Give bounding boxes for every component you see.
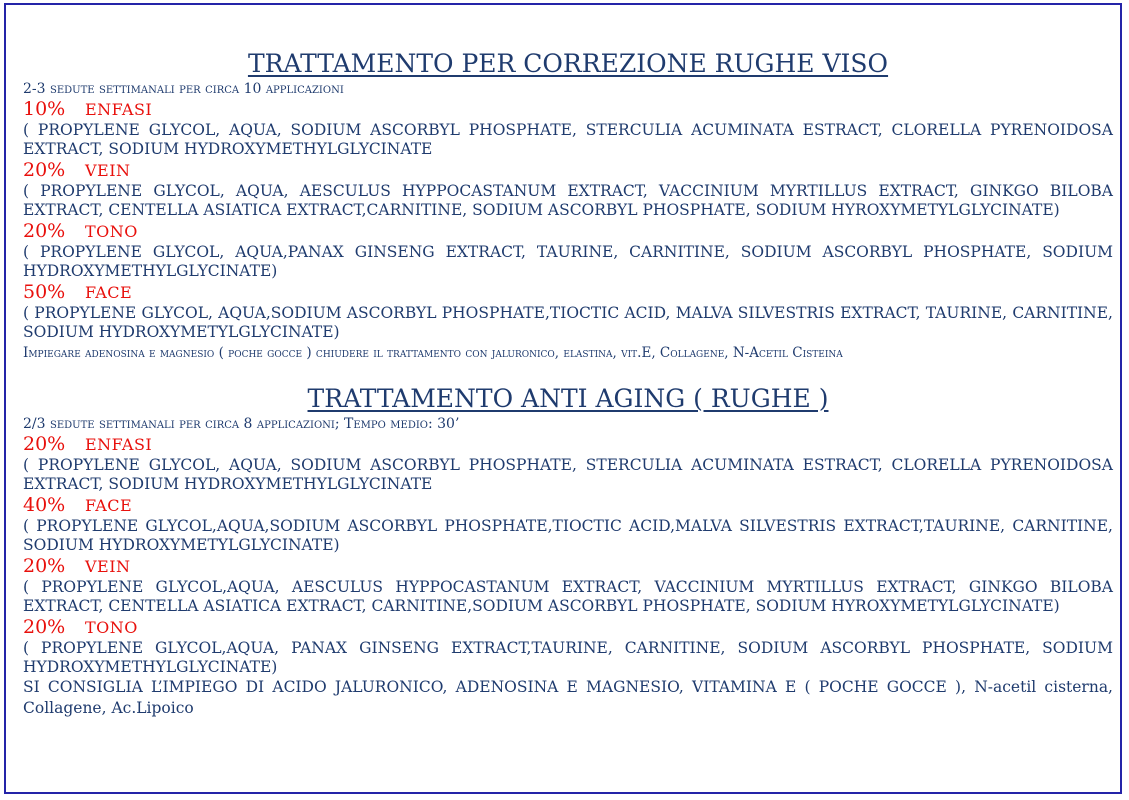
item-name: VEIN — [85, 161, 131, 180]
list-item — [23, 281, 1113, 342]
item-name: FACE — [85, 496, 133, 515]
item-percent: 10% — [23, 98, 66, 120]
item-percent: 20% — [23, 220, 66, 242]
section-title: TRATTAMENTO PER CORREZIONE RUGHE VISO — [247, 49, 889, 78]
item-name: ENFASI — [85, 435, 153, 454]
item-ingredients: ( PROPYLENE GLYCOL, AQUA, AESCULUS HYPPOCASTANUM EXTRACT, VACCINIUM MYRTILLUS EXTRACT, GINKGO BILOBA EXTRACT, CENTELLA ASIATICA EXTRACT,CARNITINE, SODIUM ASCORBYL PHOSPHATE, SODIUM HYROXYMETYLGLYCINATE) — [23, 182, 1113, 219]
list-item — [23, 494, 1113, 555]
section-note: SI CONSIGLIA L’IMPIEGO DI ACIDO JALURONICO, ADENOSINA E MAGNESIO, VITAMINA E ( POCHE GOCCE ), N-acetil cisterna, Collagene, Ac.Lipoico — [23, 678, 1113, 717]
item-ingredients: ( PROPYLENE GLYCOL,AQUA, AESCULUS HYPPOCASTANUM EXTRACT, VACCINIUM MYRTILLUS EXTRACT, GINKGO BILOBA EXTRACT, CENTELLA ASIATICA EXTRACT, CARNITINE,SODIUM ASCORBYL PHOSPHATE, SODIUM HYROXYMETYLGLYCINATE) — [23, 578, 1113, 615]
item-ingredients: ( PROPYLENE GLYCOL, AQUA, SODIUM ASCORBYL PHOSPHATE, STERCULIA ACUMINATA ESTRACT, CLORELLA PYRENOIDOSA EXTRACT, SODIUM HYDROXYMETHYLGLYCINATE — [23, 121, 1113, 158]
item-name: ENFASI — [85, 100, 153, 119]
document-page — [4, 3, 1122, 794]
item-ingredients: ( PROPYLENE GLYCOL, AQUA, SODIUM ASCORBYL PHOSPHATE, STERCULIA ACUMINATA ESTRACT, CLORELLA PYRENOIDOSA EXTRACT, SODIUM HYDROXYMETHYLGLYCINATE — [23, 456, 1113, 493]
list-item — [23, 616, 1113, 677]
item-percent: 50% — [23, 281, 66, 303]
item-name: VEIN — [85, 557, 131, 576]
item-percent: 20% — [23, 616, 66, 638]
list-item — [23, 433, 1113, 494]
item-name: TONO — [85, 222, 138, 241]
item-ingredients: ( PROPYLENE GLYCOL, AQUA,PANAX GINSENG EXTRACT, TAURINE, CARNITINE, SODIUM ASCORBYL PHOSPHATE, SODIUM HYDROXYMETHYLGLYCINATE) — [23, 243, 1113, 280]
item-percent: 20% — [23, 433, 66, 455]
section-correzione-rughe — [23, 47, 1113, 362]
item-name: FACE — [85, 283, 133, 302]
item-name: TONO — [85, 618, 138, 637]
section-note: Impiegare adenosina e magnesio ( poche gocce ) chiudere il trattamento con jaluronico, elastina, vit.E, Collagene, N-Acetil Cisteina — [23, 345, 843, 361]
section-title: TRATTAMENTO ANTI AGING ( RUGHE ) — [307, 384, 829, 413]
item-ingredients: ( PROPYLENE GLYCOL,AQUA, PANAX GINSENG EXTRACT,TAURINE, CARNITINE, SODIUM ASCORBYL PHOSPHATE, SODIUM HYDROXYMETHYLGLYCINATE) — [23, 639, 1113, 676]
section-subtitle: 2-3 sedute settimanali per circa 10 applicazioni — [23, 81, 344, 97]
list-item — [23, 98, 1113, 159]
item-ingredients: ( PROPYLENE GLYCOL,AQUA,SODIUM ASCORBYL PHOSPHATE,TIOCTIC ACID,MALVA SILVESTRIS EXTRACT,TAURINE, CARNITINE, SODIUM HYDROXYMETYLGLYCINATE) — [23, 517, 1113, 554]
section-anti-aging — [23, 382, 1113, 719]
list-item — [23, 159, 1113, 220]
list-item — [23, 220, 1113, 281]
list-item — [23, 555, 1113, 616]
item-percent: 40% — [23, 494, 66, 516]
item-percent: 20% — [23, 159, 66, 181]
section-subtitle: 2/3 sedute settimanali per circa 8 applicazioni; Tempo medio: 30’ — [23, 416, 460, 432]
document-content — [23, 47, 1113, 719]
item-ingredients: ( PROPYLENE GLYCOL, AQUA,SODIUM ASCORBYL PHOSPHATE,TIOCTIC ACID, MALVA SILVESTRIS EXTRACT, TAURINE, CARNITINE, SODIUM HYDROXYMETYLGLYCINATE) — [23, 304, 1113, 341]
item-percent: 20% — [23, 555, 66, 577]
